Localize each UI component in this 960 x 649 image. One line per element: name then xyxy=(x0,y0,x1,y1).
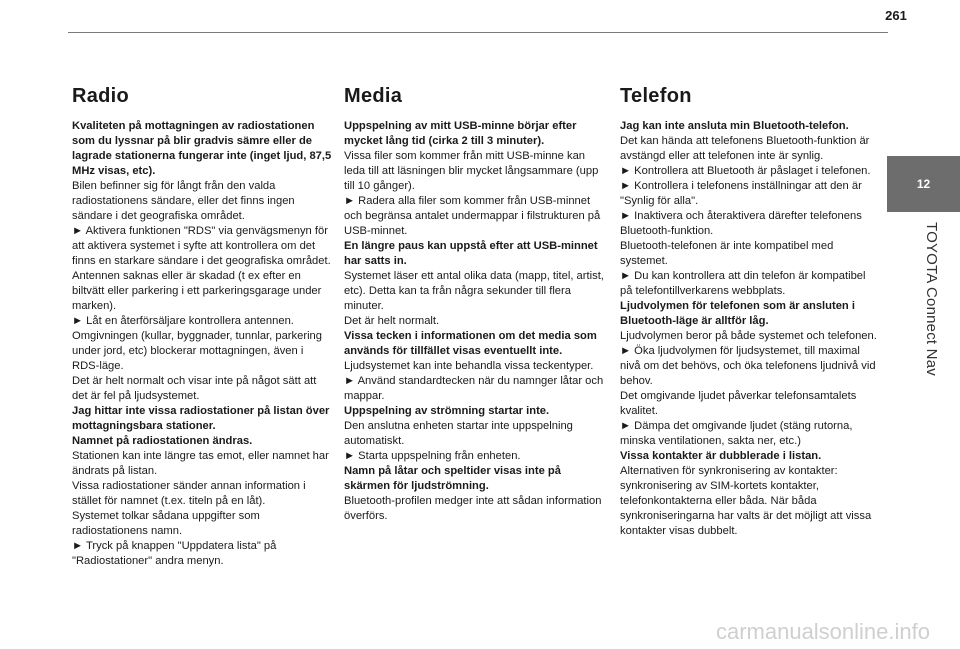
answer-text: Den anslutna enheten startar inte uppspelning automatiskt. xyxy=(344,420,573,447)
answer-text: Vissa radiostationer sänder annan information i stället för namnet (t.ex. titeln på en låt). xyxy=(72,480,306,507)
question-text: Jag hittar inte vissa radiostationer på listan över mottagningsbara stationer. xyxy=(72,405,330,432)
chapter-tab xyxy=(887,156,960,212)
answer-text: ► Radera alla filer som kommer från USB-minnet och begränsa antalet undermappar i filstrukturen på USB-minnet. xyxy=(344,195,601,237)
section-heading-radio: Radio xyxy=(72,85,130,107)
answer-text: Bluetooth-profilen medger inte att sådan information överförs. xyxy=(344,495,602,522)
answer-text: ► Inaktivera och återaktivera därefter telefonens Bluetooth-funktion. xyxy=(620,210,862,237)
answer-text: ► Använd standardtecken när du namnger låtar och mappar. xyxy=(344,375,604,402)
question-text: Namn på låtar och speltider visas inte på skärmen för ljudströmning. xyxy=(344,465,561,492)
column-radio xyxy=(72,84,332,569)
watermark: carmanualsonline.info xyxy=(715,619,930,644)
answer-text: Det omgivande ljudet påverkar telefonsamtalets kvalitet. xyxy=(620,390,857,417)
column-telefon xyxy=(620,84,878,539)
answer-text: Systemet läser ett antal olika data (mapp, titel, artist, etc). Detta kan ta från några sekunder till flera minuter. xyxy=(344,270,604,312)
answer-text: ► Starta uppspelning från enheten. xyxy=(344,450,521,462)
answer-text: ► Låt en återförsäljare kontrollera antennen. xyxy=(72,315,294,327)
question-text: Namnet på radiostationen ändras. xyxy=(72,435,253,447)
answer-text: ► Aktivera funktionen "RDS" via genvägsmenyn för att aktivera systemet i syfte att kontrollera om det finns en starkare sändare i det geografiska området. xyxy=(72,225,331,267)
answer-text: ► Dämpa det omgivande ljudet (stäng rutorna, minska ventilationen, sakta ner, etc.) xyxy=(620,420,853,447)
section-side-label: TOYOTA Connect Nav xyxy=(923,222,940,376)
question-text: Ljudvolymen för telefonen som är ansluten i Bluetooth-läge är alltför låg. xyxy=(620,300,855,327)
question-text: Jag kan inte ansluta min Bluetooth-telefon. xyxy=(620,120,849,132)
answer-text: Vissa filer som kommer från mitt USB-minne kan leda till att läsningen blir mycket långsammare (upp till 10 gånger). xyxy=(344,150,599,192)
answer-text: Bilen befinner sig för långt från den valda radiostationens sändare, eller det finns ingen sändare i det geografiska området. xyxy=(72,180,295,222)
page-number: 261 xyxy=(885,8,907,23)
answer-text: Antennen saknas eller är skadad (t ex efter en biltvätt eller parkering i ett parkeringsgarage under marken). xyxy=(72,270,322,312)
answer-text: ► Du kan kontrollera att din telefon är kompatibel på telefontillverkarens webbplats. xyxy=(620,270,866,297)
chapter-number: 12 xyxy=(916,177,931,191)
answer-text: ► Öka ljudvolymen för ljudsystemet, till maximal nivå om det behövs, och öka telefonens ljudnivå vid behov. xyxy=(620,345,876,387)
answer-text: ► Kontrollera att Bluetooth är påslaget i telefonen. xyxy=(620,165,871,177)
section-heading-telefon: Telefon xyxy=(620,85,692,107)
answer-text: Systemet tolkar sådana uppgifter som radiostationens namn. xyxy=(72,510,260,537)
question-text: En längre paus kan uppstå efter att USB-minnet har satts in. xyxy=(344,240,598,267)
answer-text: Ljudsystemet kan inte behandla vissa teckentyper. xyxy=(344,360,594,372)
section-heading-media: Media xyxy=(344,85,403,107)
answer-text: Ljudvolymen beror på både systemet och telefonen. xyxy=(620,330,877,342)
column-media xyxy=(344,84,606,524)
question-text: Uppspelning av mitt USB-minne börjar efter mycket lång tid (cirka 2 till 3 minuter). xyxy=(344,120,577,147)
question-text: Vissa tecken i informationen om det media som används för tillfället visas eventuellt inte. xyxy=(344,330,597,357)
paragraph-list xyxy=(72,119,332,569)
answer-text: Bluetooth-telefonen är inte kompatibel med systemet. xyxy=(620,240,834,267)
top-divider xyxy=(68,32,888,33)
question-text: Vissa kontakter är dubblerade i listan. xyxy=(620,450,822,462)
paragraph-list xyxy=(620,119,878,539)
answer-text: Det kan hända att telefonens Bluetooth-funktion är avstängd eller att telefonen inte är synlig. xyxy=(620,135,870,162)
answer-text: Det är helt normalt och visar inte på något sätt att det är fel på ljudsystemet. xyxy=(72,375,317,402)
answer-text: Omgivningen (kullar, byggnader, tunnlar, parkering under jord, etc) blockerar mottagningen, även i RDS-läge. xyxy=(72,330,323,372)
question-text: Kvaliteten på mottagningen av radiostationen som du lyssnar på blir gradvis sämre eller de lagrade stationerna fungerar inte (inget ljud, 87,5 MHz visas, etc). xyxy=(72,120,332,177)
paragraph-list xyxy=(344,119,606,524)
answer-text: ► Tryck på knappen "Uppdatera lista" på "Radiostationer" andra menyn. xyxy=(72,540,277,567)
answer-text: Stationen kan inte längre tas emot, eller namnet har ändrats på listan. xyxy=(72,450,329,477)
answer-text: Det är helt normalt. xyxy=(344,315,440,327)
answer-text: Alternativen för synkronisering av kontakter: synkronisering av SIM-kortets kontakter, telefonkontakterna eller båda. När båda synkroniseringarna har valts är det möjligt att vissa kontakter visas dubbelt. xyxy=(620,465,872,537)
answer-text: ► Kontrollera i telefonens inställningar att den är "Synlig för alla". xyxy=(620,180,862,207)
question-text: Uppspelning av strömning startar inte. xyxy=(344,405,550,417)
